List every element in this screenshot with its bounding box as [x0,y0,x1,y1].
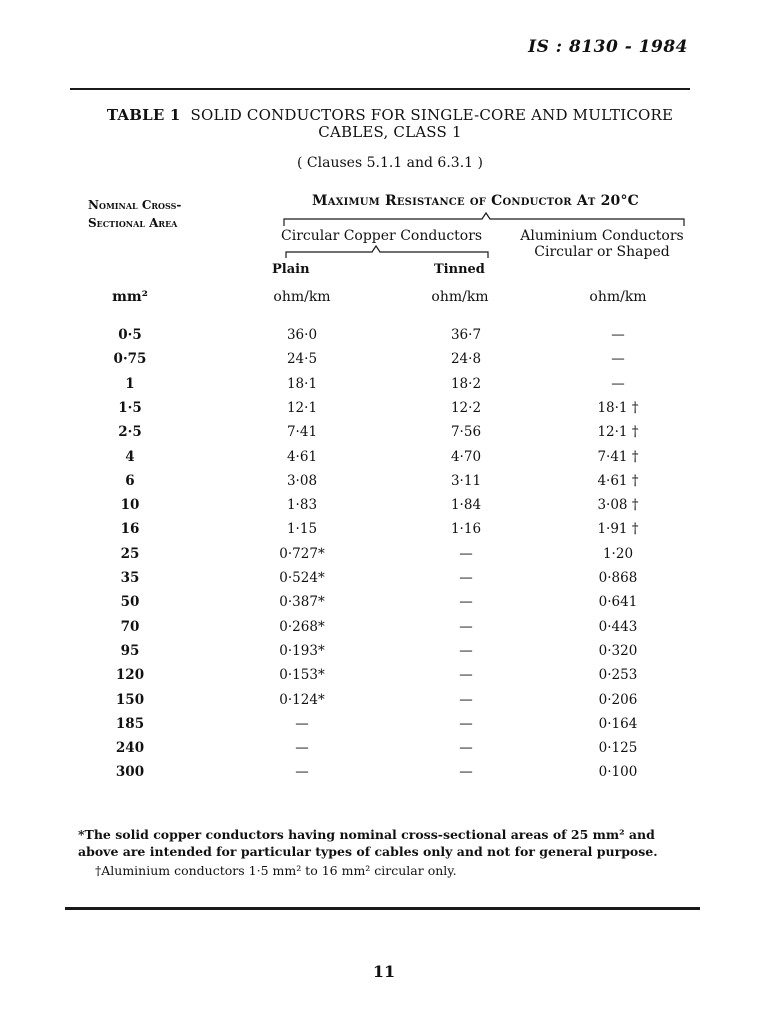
cell-aluminium: 0·868 [598,570,638,586]
cell-tinned: 4·70 [450,448,482,465]
cell-tinned: — [459,691,473,708]
cell-plain: 1·15 [286,521,318,538]
header-aluminium-conductors [512,228,692,260]
table-row [0,376,768,400]
unit-area: mm² [112,289,148,305]
cell-area: 150 [115,691,145,708]
footnote-star: *The solid copper conductors having nominal cross-sectional areas of 25 mm² and above are intended for particular types of cables only and not for general purpose. [78,827,658,859]
page-number: 11 [372,962,396,981]
table-row [0,546,768,570]
cell-aluminium: 0·206 [598,691,638,708]
cell-tinned: — [459,594,473,611]
cell-plain: 24·5 [286,351,318,368]
table-title-text: SOLID CONDUCTORS FOR SINGLE-CORE AND MULTICORE [190,106,674,124]
cell-plain: 0·153* [279,667,325,684]
cell-area: 185 [115,715,145,732]
cell-area: 2·5 [118,424,142,441]
table-row [0,400,768,424]
cell-aluminium: 12·1 † [597,424,639,441]
cell-plain: 1·83 [286,497,318,514]
cell-aluminium: 1·20 [602,545,634,562]
cell-plain: 0·268* [279,618,325,635]
cell-aluminium: 3·08 † [597,497,639,514]
header-aluminium-line2: Circular or Shaped [534,244,670,260]
table-row [0,570,768,594]
cell-area: 120 [115,667,145,684]
cell-tinned: — [459,545,473,562]
cell-plain: — [295,740,309,757]
table-row [0,424,768,448]
cell-aluminium: 0·253 [598,667,638,684]
cell-aluminium: 0·443 [598,618,638,635]
header-aluminium-line1: Aluminium Conductors [520,228,684,244]
cell-area: 300 [115,764,145,781]
cell-aluminium: 4·61 † [597,472,639,489]
cell-aluminium: — [611,327,625,343]
header-plain: Plain [272,262,310,277]
cell-tinned: — [459,740,473,757]
cell-aluminium: 0·125 [598,740,638,757]
brace-max-resistance [284,213,684,226]
cell-tinned: — [459,618,473,635]
cell-aluminium: 0·641 [598,594,638,611]
cell-tinned: 24·8 [450,351,482,368]
cell-aluminium: — [611,351,625,368]
cell-aluminium: 18·1 † [597,399,639,416]
cell-tinned: — [459,764,473,781]
cell-area: 0·75 [113,351,147,368]
cell-tinned: — [459,667,473,684]
cell-tinned: — [459,570,473,586]
cell-area: 1·5 [118,399,142,416]
cell-tinned: — [459,642,473,659]
table-row [0,740,768,764]
cell-area: 240 [115,740,145,757]
cell-area: 10 [120,497,140,514]
header-tinned: Tinned [434,262,485,277]
cell-plain: 0·124* [279,691,325,708]
header-copper-conductors: Circular Copper Conductors [281,228,483,244]
cell-plain: — [295,715,309,732]
cell-tinned: 12·2 [450,399,482,416]
cell-plain: 4·61 [286,448,318,465]
bottom-rule [65,907,700,910]
cell-plain: 0·524* [279,570,325,586]
table-row [0,764,768,788]
cell-plain: 7·41 [286,424,318,441]
table-row [0,327,768,351]
cell-aluminium: — [611,375,625,392]
cell-area: 16 [120,521,140,538]
cell-area: 95 [120,642,140,659]
cell-aluminium: 0·164 [598,715,638,732]
cell-area: 70 [120,618,140,635]
cell-area: 50 [120,594,140,611]
cell-area: 0·5 [118,327,142,343]
table-row [0,692,768,716]
cell-aluminium: 7·41 † [597,448,639,465]
table-title-line2: CABLES, CLASS 1 [318,123,462,141]
cell-tinned: 36·7 [450,327,482,343]
cell-area: 4 [125,448,135,465]
cell-plain: 18·1 [286,375,318,392]
cell-area: 35 [120,570,140,586]
clause-reference: ( Clauses 5.1.1 and 6.3.1 ) [297,155,483,171]
brace-copper [286,246,488,258]
cell-aluminium: 1·91 † [597,521,639,538]
table-row [0,716,768,740]
table-label: TABLE 1 [106,106,181,124]
cell-plain: — [295,764,309,781]
header-nominal-line1: Nominal Cross- [88,198,182,212]
table-row [0,594,768,618]
cell-tinned: 7·56 [450,424,482,441]
unit-plain: ohm/km [273,289,331,305]
table-row [0,643,768,667]
unit-aluminium: ohm/km [589,289,647,305]
cell-plain: 36·0 [286,327,318,343]
unit-tinned: ohm/km [431,289,489,305]
cell-plain: 3·08 [286,472,318,489]
cell-area: 6 [125,472,135,489]
cell-plain: 0·193* [279,642,325,659]
table-row [0,619,768,643]
cell-area: 1 [125,375,135,392]
table-row [0,521,768,545]
cell-tinned: 18·2 [450,375,482,392]
cell-tinned: 3·11 [450,472,482,489]
table-row [0,497,768,521]
header-max-resistance: Maximum Resistance of Conductor At 20°C [312,193,640,209]
header-nominal-line2: Sectional Area [88,216,178,230]
table-row [0,351,768,375]
cell-aluminium: 0·320 [598,642,638,659]
cell-tinned: 1·84 [450,497,482,514]
cell-area: 25 [120,545,140,562]
cell-plain: 12·1 [286,399,318,416]
table-row [0,449,768,473]
cell-tinned: — [459,715,473,732]
table-row [0,667,768,691]
cell-tinned: 1·16 [450,521,482,538]
standard-number: IS : 8130 - 1984 [528,37,688,57]
footnote-dagger: †Aluminium conductors 1·5 mm² to 16 mm² circular only. [95,863,457,878]
cell-plain: 0·727* [279,545,325,562]
cell-aluminium: 0·100 [598,764,638,781]
table-row [0,473,768,497]
cell-plain: 0·387* [279,594,325,611]
